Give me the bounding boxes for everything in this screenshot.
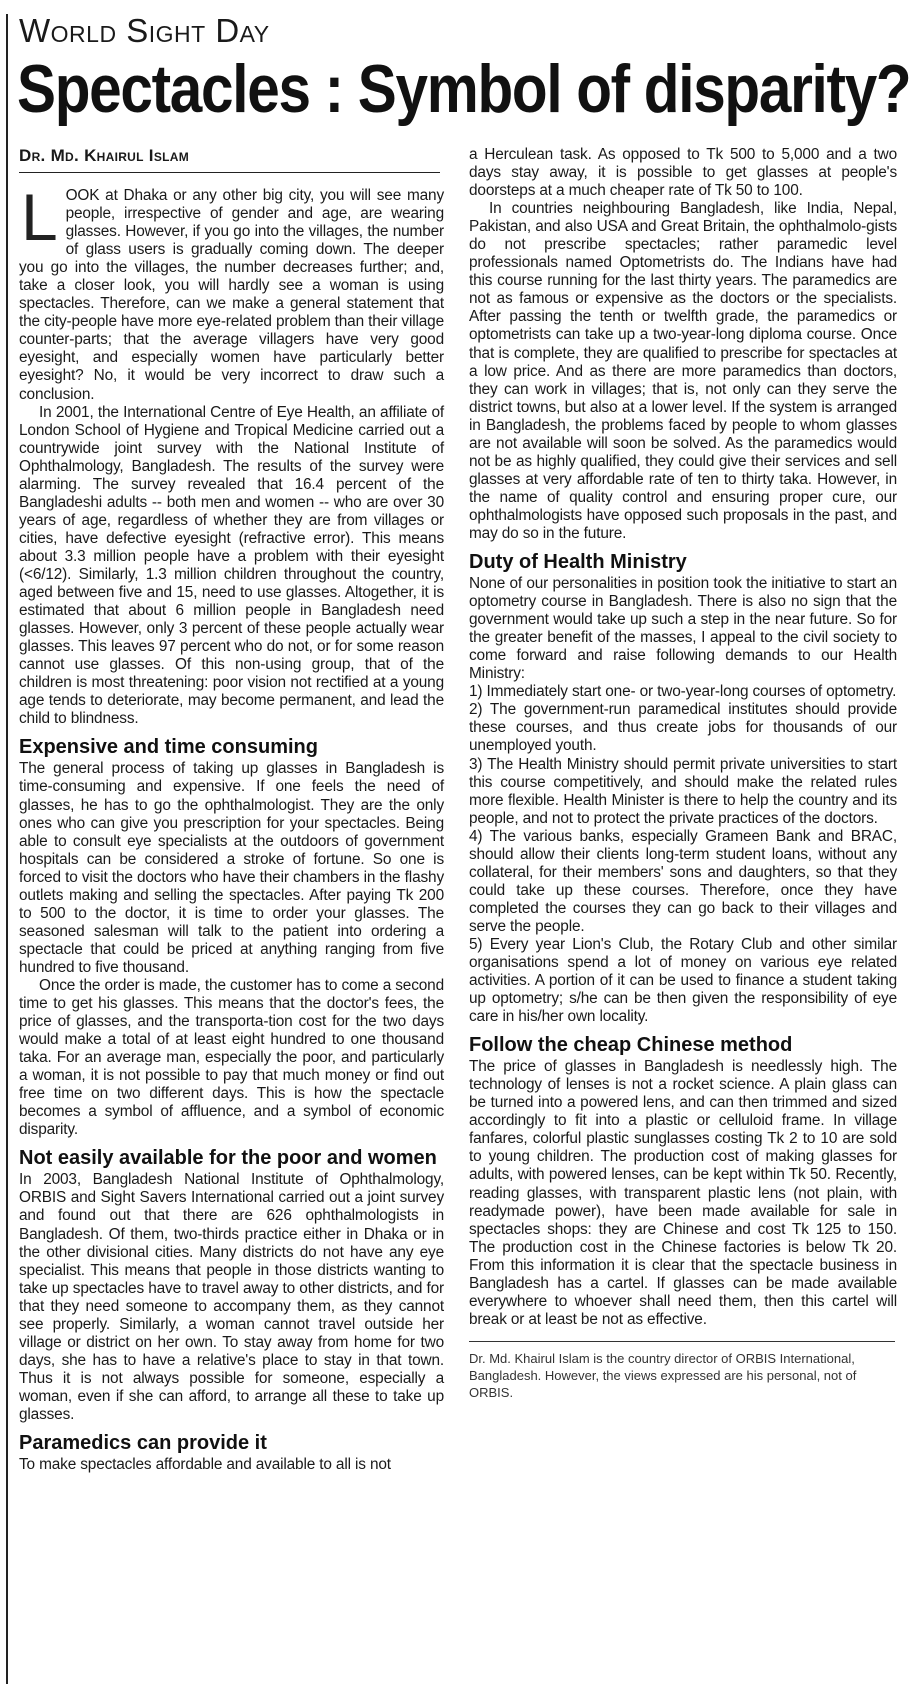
dropcap: L bbox=[21, 180, 58, 254]
left-border-rule bbox=[6, 14, 8, 1684]
health-ministry-paragraph: None of our personalities in position took the initiative to start an optometry course in Bangladesh. There is also no sign that the government would take up such a step in the near future. So for the greater benefit of the masses, I appeal to the civil society to come forward and raise following demands to our Health Ministry: bbox=[469, 575, 897, 683]
footer-rule bbox=[469, 1341, 895, 1342]
column-left bbox=[19, 146, 444, 1474]
chinese-method-paragraph: The price of glasses in Bangladesh is needlessly high. The technology of lenses is not a rocket science. A plain glass can be turned into a powered lens, and can then trimmed and sized accordingly to fit into a plastic or celluloid frame. In village fanfares, colorful plastic sunglasses costing Tk 2 to 10 are sold to young children. The production cost of making glasses for adults, with powered lenses, can be kept within Tk 50. Recently, reading glasses, with transparent plastic lens (not plain, with readymade power), have been made available for sale in spectacles shops: they are Chinese and cost Tk 125 to 150. The production cost in the Chinese factories is below Tk 20. From this information it is clear that the spectacle business in Bangladesh has a cartel. If glasses can be made available everywhere to whoever shall need them, then this cartel will break or at least be not as effective. bbox=[469, 1058, 897, 1328]
demand-item: 1) Immediately start one- or two-year-long courses of optometry. bbox=[469, 683, 897, 701]
paramedics-paragraph-2: In countries neighbouring Bangladesh, like India, Nepal, Pakistan, and also USA and Great Britain, the ophthalmolo-gists do not prescribe spectacles; rather paramedic level professionals named Optometrists do. The Indians have had this course running for the last thirty years. The paramedics are not as famous or expensive as the doctors or the specialists. After passing the tenth or twelfth grade, the paramedics or optometrists can take up a two-year-long diploma course. Once that is complete, they are qualified to prescribe for spectacles at a low price. And as there are more paramedics than doctors, they can work in villages; that is, not only can they serve the district towns, but also at a lower level. If the system is arranged in Bangladesh, the problems faced by people to whom glasses are not available will soon be solved. As the paramedics would not be as highly qualified, they could give their services and sell glasses at very affordable rate of ten to thirty taka. However, in the name of quality control and ensuring proper cure, our ophthalmologists have opposed such proposals in the past, and may do so in the future. bbox=[469, 200, 897, 542]
poor-women-paragraph: In 2003, Bangladesh National Institute of Ophthalmology, ORBIS and Sight Savers International carried out a joint survey and found out that there are 626 ophthalmologists in Bangladesh. Of them, two-thirds practice either in Dhaka or in the other divisional cities. Many districts do not have any eye specialist. This means that people in those districts wanting to take up spectacles have to travel away to other districts, and for that they need someone to accompany them, as they cannot see properly. Similarly, a woman cannot travel outside her village or district on her own. To stay away from home for two days, she has to have a relative's place to stay in that town. Thus it is not always possible for someone, especially a woman, even if she can afford, to arrange all these to take up glasses. bbox=[19, 1171, 444, 1423]
paramedics-paragraph-1: To make spectacles affordable and available to all is not bbox=[19, 1456, 391, 1474]
subhead-health-ministry: Duty of Health Ministry bbox=[469, 551, 687, 574]
intro-text: OOK at Dhaka or any other big city, you will see many people, irrespective of gender and age, are wearing glasses. However, if you go into the villages, the number of glass users is gradually coming down. The deeper you go into the villages, the number decreases further; and, take a closer look, you will hardly see a woman is using spectacles. Therefore, can we make a general statement that the city-people have more eye-related problem than their village counter-parts; that the average villagers have very good eyesight, and especially women have particularly better eyesight? No, it would be very incorrect to draw such a conclusion. bbox=[19, 187, 444, 403]
subhead-poor-women: Not easily available for the poor and women bbox=[19, 1147, 437, 1170]
article-headline: Spectacles : Symbol of disparity? bbox=[17, 51, 911, 127]
demand-item: 3) The Health Ministry should permit private universities to start this course competitively, and should make the related rules more flexible. Health Minister is there to help the country and its people, and not to protect the private practices of the doctors. bbox=[469, 755, 897, 827]
intro-paragraph bbox=[19, 180, 444, 404]
demand-item: 4) The various banks, especially Grameen Bank and BRAC, should allow their clients long-term student loans, without any collateral, for their members' sons and daughters, so that they could take up these courses. Therefore, once they have completed the courses they can go back to their villages and serve the people. bbox=[469, 827, 897, 935]
survey-paragraph: In 2001, the International Centre of Eye Health, an affiliate of London School of Hygiene and Tropical Medicine carried out a countrywide joint survey with the National Institute of Ophthalmology, Bangladesh. The results of the survey were alarming. The survey revealed that 16.4 percent of the Bangladeshi adults -- both men and women -- who are over 30 years of age, regardless of whether they are from villages or cities, have defective eyesight (refractive error). This means about 3.3 million people have a problem with their eyesight (<6/12). Similarly, 1.3 million children throughout the country, aged between five and 15, need to use glasses. Altogether, it is estimated that about 6 million people in Bangladesh need glasses. However, only 3 percent of these people actually wear glasses. This leaves 97 percent who do not, or for some reason cannot use glasses. Of this non-using group, that of the children is most threatening: poor vision not rectified at a young age tends to deteriorate, may become permanent, and lead the child to blindness. bbox=[19, 403, 444, 728]
byline: Dr. Md. Khairul Islam bbox=[19, 146, 440, 173]
demand-item: 5) Every year Lion's Club, the Rotary Club and other similar organisations spend a lot of money on various eye related activities. A portion of it can be used to finance a student taking up optometry; s/he can be then given the responsibility of eye care in his/her own locality. bbox=[469, 935, 897, 1026]
demand-item: 2) The government-run paramedical institutes should provide these courses, and thus create jobs for thousands of our unemployed youth. bbox=[469, 701, 897, 755]
section-kicker: World Sight Day bbox=[19, 12, 270, 49]
column-right bbox=[469, 146, 897, 1401]
paramedics-paragraph-1-continued: a Herculean task. As opposed to Tk 500 to 5,000 and a two days stay away, it is possible to get glasses at people's doorsteps at a much cheaper rate of Tk 50 to 100. bbox=[469, 146, 897, 200]
expensive-paragraph-1: The general process of taking up glasses in Bangladesh is time-consuming and expensive. If one feels the need of glasses, he has to go the ophthalmologist. They are the only ones who can give you prescription for your spectacles. Being able to consult eye specialists at the outdoors of government hospitals can be considered a stroke of fortune. So one is forced to visit the doctors who have their chambers in the flashy outlets making and selling the spectacles. After paying Tk 200 to 500 to the doctor, it is time to order your glasses. The seasoned salesman will talk to the patient into ordering a spectacle that could be priced at anything ranging from five hundred to five thousand. bbox=[19, 760, 444, 976]
subhead-paramedics: Paramedics can provide it bbox=[19, 1432, 267, 1455]
expensive-paragraph-2: Once the order is made, the customer has to come a second time to get his glasses. This means that the doctor's fees, the price of glasses, and the transporta-tion cost for the two days would make a total of at least eight hundred to one thousand taka. For an average man, especially the poor, and particularly a woman, it is not possible to pay that much money or find out free time on two different days. This is how the spectacle becomes a symbol of affluence, and a symbol of economic disparity. bbox=[19, 976, 444, 1139]
subhead-chinese-method: Follow the cheap Chinese method bbox=[469, 1034, 793, 1057]
author-note: Dr. Md. Khairul Islam is the country director of ORBIS International, Bangladesh. However, the views expressed are his personal, not of ORBIS. bbox=[469, 1350, 857, 1400]
subhead-expensive: Expensive and time consuming bbox=[19, 736, 318, 759]
